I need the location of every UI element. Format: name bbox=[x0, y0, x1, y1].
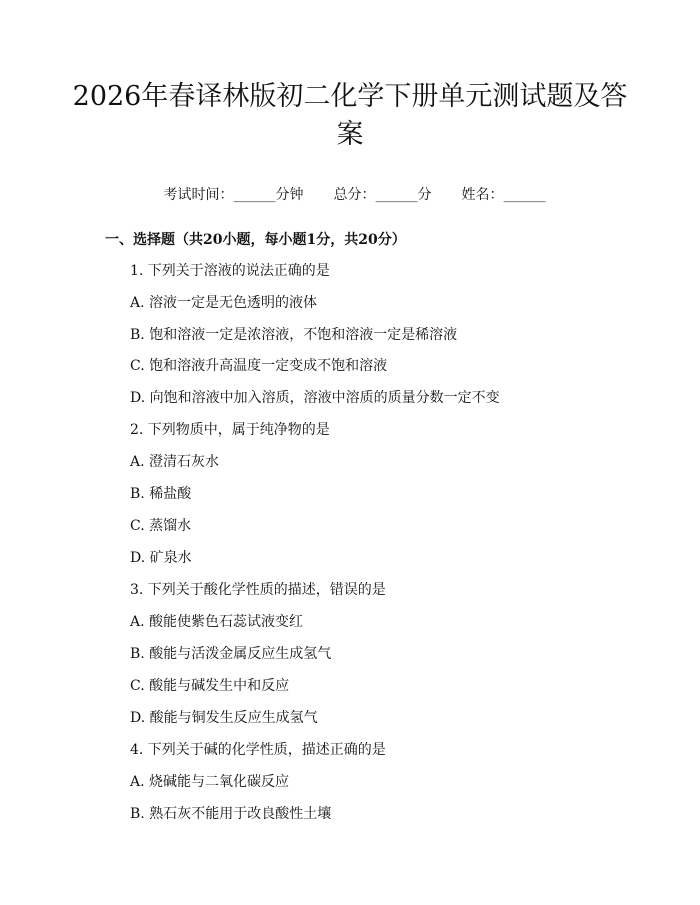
question-3-option-a: A. 酸能使紫色石蕊试液变红 bbox=[130, 614, 304, 630]
question-1-option-a: A. 溶液一定是无色透明的液体 bbox=[130, 295, 318, 311]
question-3-option-c: C. 酸能与碱发生中和反应 bbox=[130, 678, 290, 694]
question-1-option-d: D. 向饱和溶液中加入溶质，溶液中溶质的质量分数一定不变 bbox=[130, 390, 500, 406]
question-3: 3. 下列关于酸化学性质的描述，错误的是 bbox=[130, 582, 386, 598]
total-score-field: 总分：______分 bbox=[333, 187, 432, 203]
student-name-field: 姓名：______ bbox=[461, 187, 546, 203]
question-4-option-a: A. 烧碱能与二氧化碳反应 bbox=[130, 774, 290, 790]
section-heading-choice: 一、选择题（共20小题，每小题1分，共20分） bbox=[105, 232, 406, 248]
question-2-option-d: D. 矿泉水 bbox=[130, 550, 192, 566]
question-3-option-b: B. 酸能与活泼金属反应生成氢气 bbox=[130, 646, 332, 662]
question-4-option-b: B. 熟石灰不能用于改良酸性土壤 bbox=[130, 806, 332, 822]
exam-meta bbox=[0, 168, 700, 204]
question-4: 4. 下列关于碱的化学性质，描述正确的是 bbox=[130, 742, 386, 758]
question-1-option-b: B. 饱和溶液一定是浓溶液，不饱和溶液一定是稀溶液 bbox=[130, 327, 458, 343]
question-1: 1. 下列关于溶液的说法正确的是 bbox=[130, 263, 330, 279]
question-2-option-b: B. 稀盐酸 bbox=[130, 486, 192, 502]
question-2-option-c: C. 蒸馏水 bbox=[130, 518, 192, 534]
question-3-option-d: D. 酸能与铜发生反应生成氢气 bbox=[130, 710, 318, 726]
question-2-option-a: A. 澄清石灰水 bbox=[130, 454, 220, 470]
document-title: 2026年春译林版初二化学下册单元测试题及答案 bbox=[72, 81, 628, 150]
exam-time-field: 考试时间：______分钟 bbox=[163, 187, 304, 203]
question-1-option-c: C. 饱和溶液升高温度一定变成不饱和溶液 bbox=[130, 358, 388, 374]
question-2: 2. 下列物质中，属于纯净物的是 bbox=[130, 422, 330, 438]
